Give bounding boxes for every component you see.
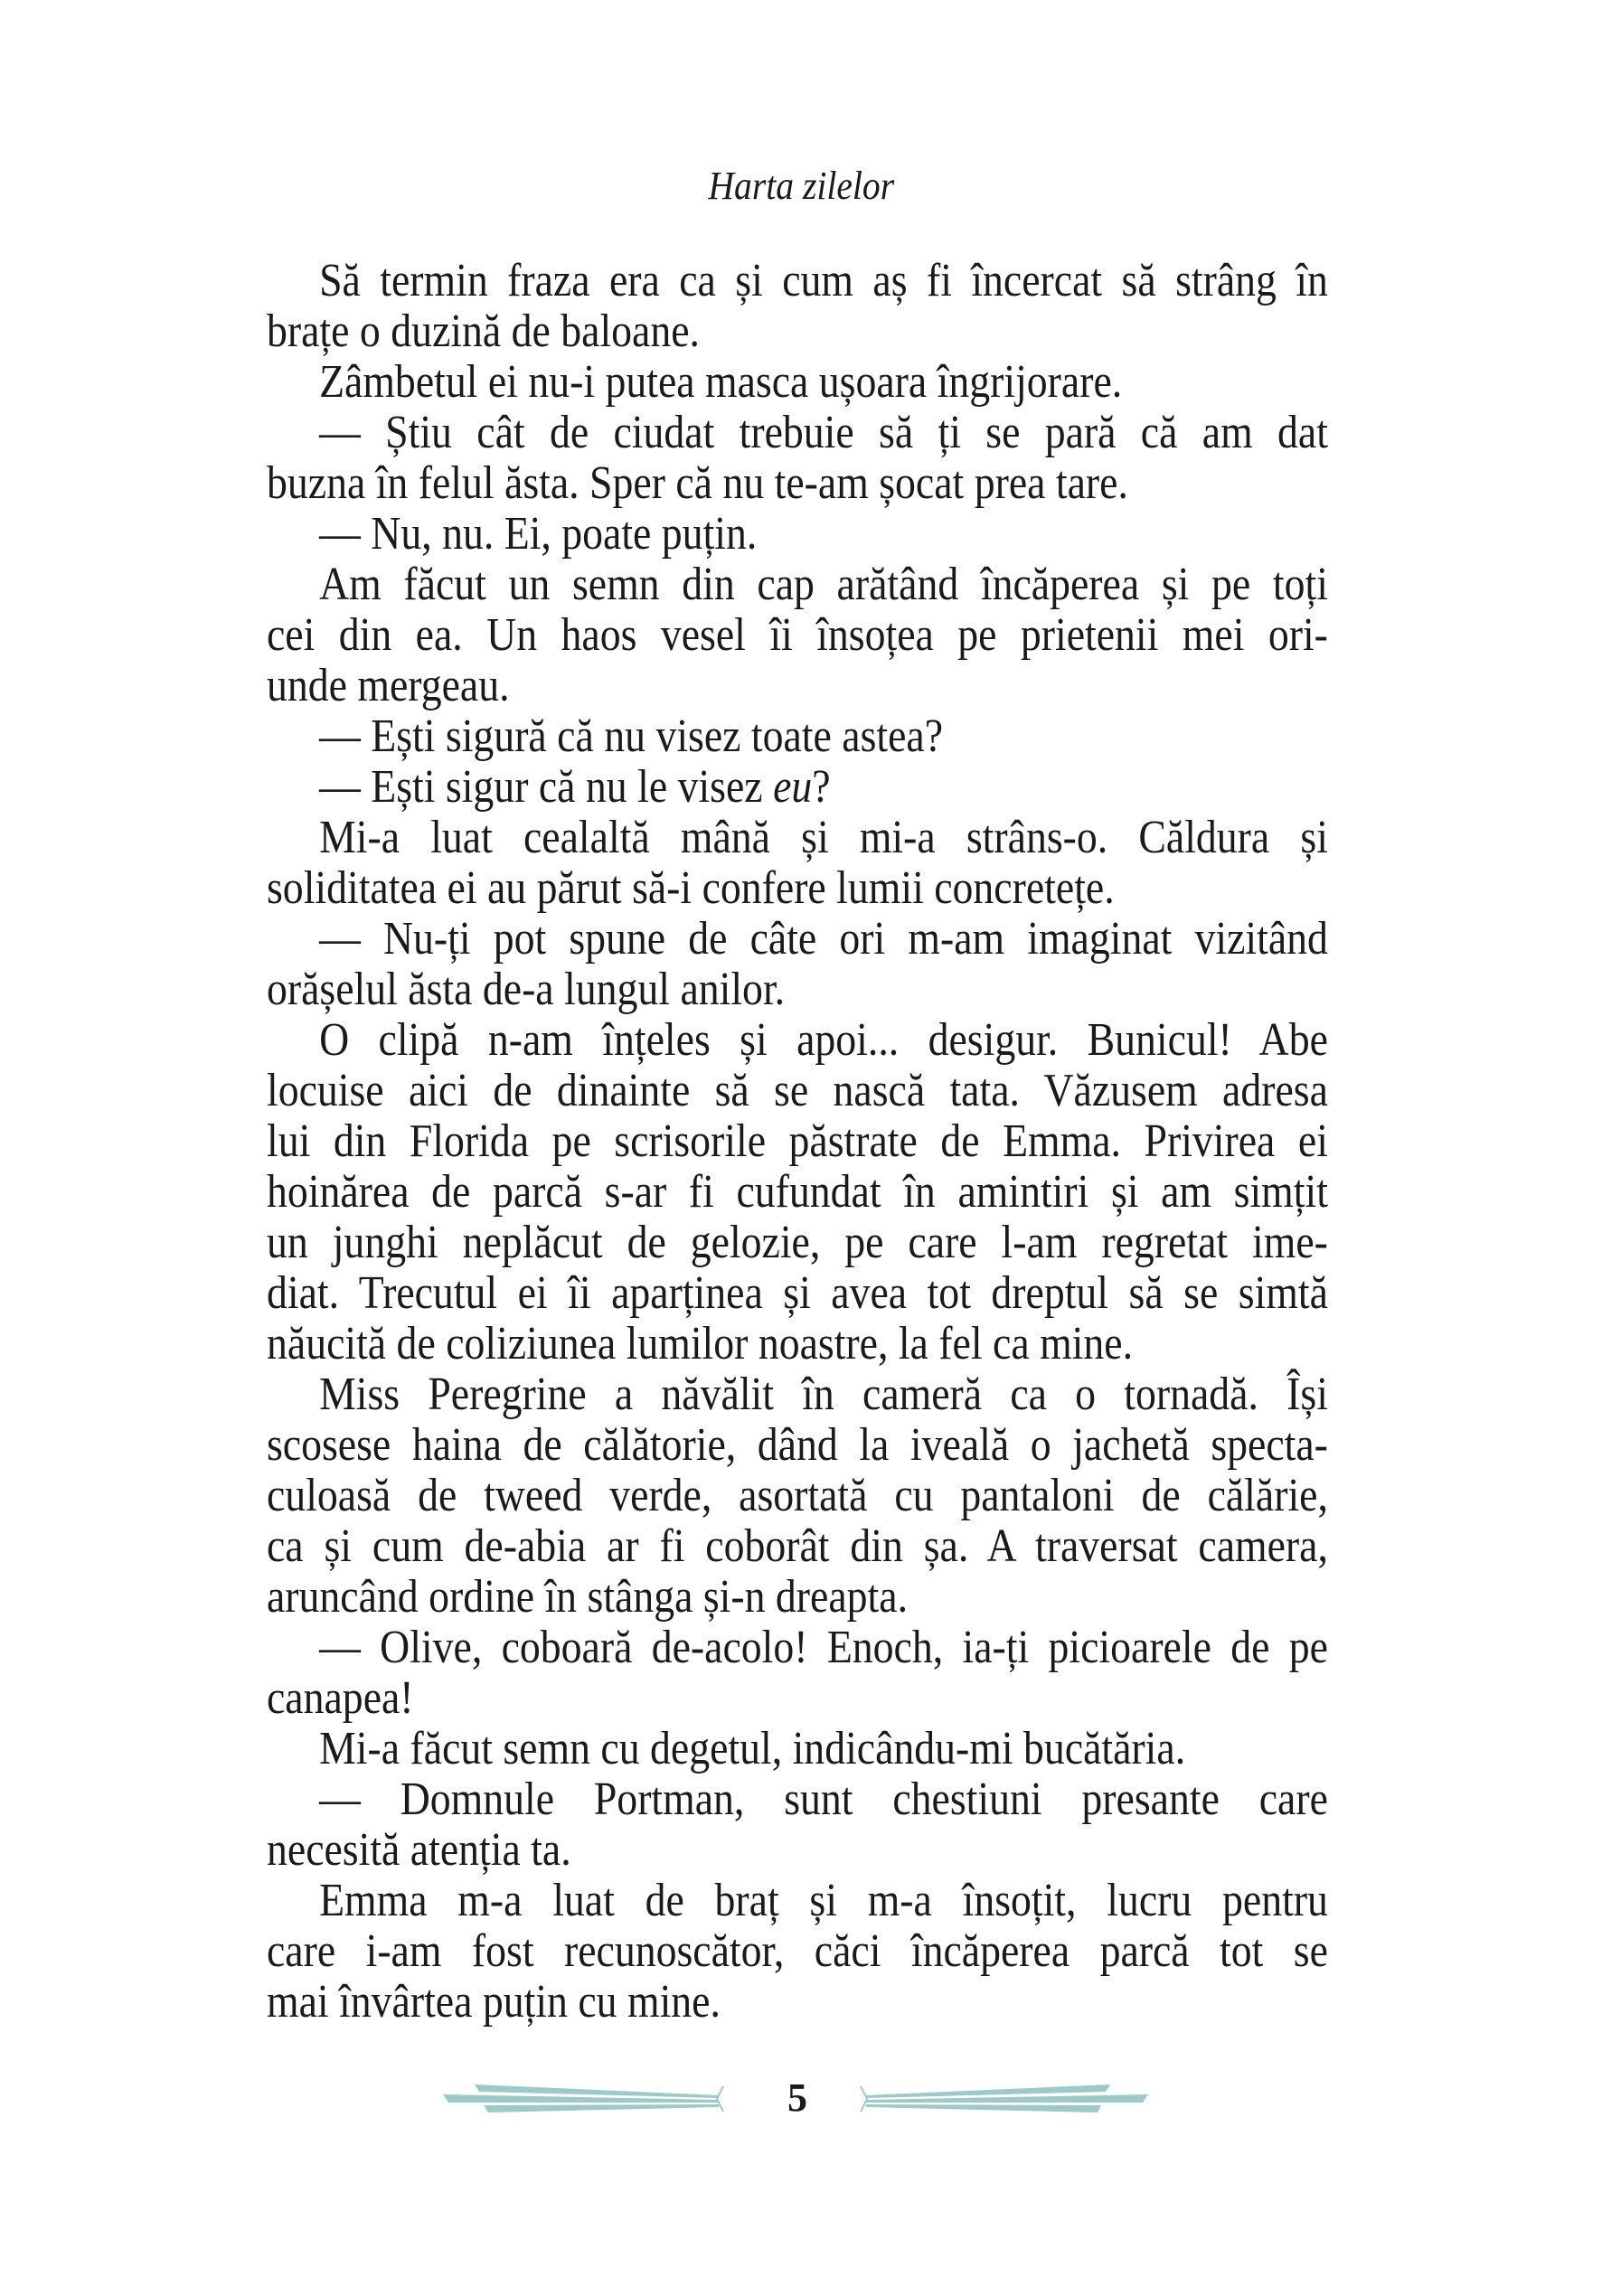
text-line-content	[267, 256, 1328, 306]
text-run: Mi-a luat cealaltă mână și mi-a strâns-o. Căldura și	[319, 812, 1328, 863]
text-line	[267, 306, 1328, 357]
text-run: un junghi neplăcut de gelozie, pe care l-am regretat ime-	[267, 1217, 1328, 1268]
text-line	[267, 1319, 1328, 1369]
text-line-content	[267, 458, 1328, 509]
text-run: Am făcut un semn din cap arătând încăperea și pe toți	[319, 559, 1328, 610]
text-line	[267, 560, 1328, 610]
text-line-content	[267, 1015, 1328, 1066]
right-ornament-icon	[848, 2083, 1148, 2115]
text-line	[267, 458, 1328, 509]
text-line	[267, 965, 1328, 1015]
text-run: buzna în felul ăsta. Sper că nu te-am șocat prea tare.	[267, 457, 1128, 509]
text-line-content	[267, 1774, 1328, 1825]
text-run: — Domnule Portman, sunt chestiuni presante care	[319, 1774, 1328, 1825]
text-line	[267, 1774, 1328, 1825]
text-line-content	[267, 1623, 1328, 1673]
running-head	[0, 161, 1602, 212]
italic-text-run: eu	[773, 761, 813, 813]
text-line	[267, 408, 1328, 458]
text-line-content	[267, 914, 1328, 965]
text-line	[267, 1572, 1328, 1623]
text-run: — Știu cât de ciudat trebuie să ți se pară că am dat	[319, 407, 1328, 458]
text-line-content	[267, 1521, 1328, 1572]
left-ornament-icon	[443, 2083, 738, 2115]
text-line-content	[267, 1268, 1328, 1319]
text-run: soliditatea ei au părut să-i confere lumii concretețe.	[267, 862, 1115, 914]
text-line-content	[267, 1471, 1328, 1521]
text-run: cei din ea. Un haos vesel îi însoțea pe prietenii mei ori-	[267, 609, 1328, 661]
page-number: 5	[787, 2075, 807, 2120]
text-line	[267, 357, 1328, 408]
text-run: hoinărea de parcă s-ar fi cufundat în amintiri și am simțit	[267, 1166, 1328, 1218]
text-run: care i-am fost recunoscător, căci încăperea parcă tot se	[267, 1925, 1328, 1977]
text-line-content	[267, 1572, 1328, 1623]
text-line-content	[267, 1825, 1328, 1876]
body-text	[267, 256, 1328, 2028]
text-line-content	[267, 863, 1328, 914]
text-run: — Nu, nu. Ei, poate puțin.	[319, 508, 758, 560]
text-line-content	[267, 1167, 1328, 1218]
text-line-content	[267, 357, 1328, 408]
text-line-content	[267, 711, 1328, 762]
text-run: orășelul ăsta de-a lungul anilor.	[267, 964, 786, 1015]
page-footer	[0, 2075, 1602, 2121]
text-run: O clipă n-am înțeles și apoi... desigur. Bunicul! Abe	[319, 1014, 1328, 1066]
text-line-content	[267, 1369, 1328, 1420]
text-line-content	[267, 1724, 1328, 1774]
text-line	[267, 661, 1328, 711]
text-line	[267, 256, 1328, 306]
text-line-content	[267, 306, 1328, 357]
running-head-title: Harta zilelor	[708, 164, 894, 208]
text-line-content	[267, 1926, 1328, 1977]
text-run: scosese haina de călătorie, dând la iveală o jachetă specta-	[267, 1419, 1328, 1471]
text-line-content	[267, 661, 1328, 711]
text-line	[267, 1369, 1328, 1420]
text-line-content	[267, 509, 1328, 560]
text-line	[267, 1218, 1328, 1268]
text-line	[267, 1825, 1328, 1876]
text-run: necesită atenția ta.	[267, 1824, 571, 1876]
text-line	[267, 1673, 1328, 1724]
text-line-content	[267, 560, 1328, 610]
text-line	[267, 1066, 1328, 1116]
text-line	[267, 762, 1328, 813]
text-run: locuise aici de dinainte să se nască tata. Văzusem adresa	[267, 1065, 1328, 1116]
text-run: culoasă de tweed verde, asortată cu pantaloni de călărie,	[267, 1470, 1328, 1521]
text-run: diat. Trecutul ei îi aparținea și avea tot dreptul să se simtă	[267, 1267, 1328, 1319]
text-run: — Ești sigur că nu le visez	[319, 761, 774, 813]
text-run: Mi-a făcut semn cu degetul, indicându-mi bucătăria.	[319, 1723, 1186, 1774]
text-line	[267, 1471, 1328, 1521]
text-line	[267, 1977, 1328, 2028]
text-run: ?	[812, 761, 831, 813]
text-line	[267, 1268, 1328, 1319]
text-run: Emma m-a luat de braț și m-a însoțit, lucru pentru	[319, 1875, 1328, 1926]
text-line	[267, 863, 1328, 914]
text-line	[267, 1724, 1328, 1774]
text-line-content	[267, 610, 1328, 661]
text-line	[267, 1521, 1328, 1572]
text-line	[267, 1116, 1328, 1167]
text-line	[267, 711, 1328, 762]
text-line	[267, 1015, 1328, 1066]
text-line	[267, 1167, 1328, 1218]
text-line-content	[267, 1218, 1328, 1268]
text-line	[267, 1926, 1328, 1977]
text-line	[267, 509, 1328, 560]
text-run: ca și cum de-abia ar fi coborât din șa. A traversat camera,	[267, 1520, 1328, 1572]
text-run: năucită de coliziunea lumilor noastre, la fel ca mine.	[267, 1318, 1134, 1369]
text-run: mai învârtea puțin cu mine.	[267, 1976, 721, 2028]
text-line-content	[267, 1066, 1328, 1116]
text-line-content	[267, 1977, 1328, 2028]
text-line-content	[267, 1319, 1328, 1369]
text-run: aruncând ordine în stânga și-n dreapta.	[267, 1571, 909, 1623]
text-run: — Nu-ți pot spune de câte ori m-am imaginat vizitând	[319, 913, 1328, 965]
text-run: unde mergeau.	[267, 660, 510, 711]
text-line	[267, 1876, 1328, 1926]
text-line-content	[267, 1116, 1328, 1167]
text-line	[267, 1623, 1328, 1673]
text-line-content	[267, 1673, 1328, 1724]
text-line-content	[267, 408, 1328, 458]
text-line	[267, 914, 1328, 965]
text-run: — Olive, coboară de-acolo! Enoch, ia-ți picioarele de pe	[319, 1622, 1328, 1673]
text-line-content	[267, 762, 1328, 813]
text-line-content	[267, 965, 1328, 1015]
text-line	[267, 610, 1328, 661]
text-run: Miss Peregrine a năvălit în cameră ca o tornadă. Își	[319, 1369, 1328, 1420]
text-run: Zâmbetul ei nu-i putea masca ușoara îngrijorare.	[319, 356, 1123, 408]
text-run: lui din Florida pe scrisorile păstrate de Emma. Privirea ei	[267, 1115, 1328, 1167]
text-line	[267, 1420, 1328, 1471]
text-line-content	[267, 1876, 1328, 1926]
text-run: Să termin fraza era ca și cum aș fi încercat să strâng în	[319, 255, 1328, 306]
text-line-content	[267, 813, 1328, 863]
text-run: — Ești sigură că nu visez toate astea?	[319, 710, 944, 762]
text-line	[267, 813, 1328, 863]
text-run: brațe o duzină de baloane.	[267, 306, 700, 357]
text-run: canapea!	[267, 1672, 414, 1724]
text-line-content	[267, 1420, 1328, 1471]
